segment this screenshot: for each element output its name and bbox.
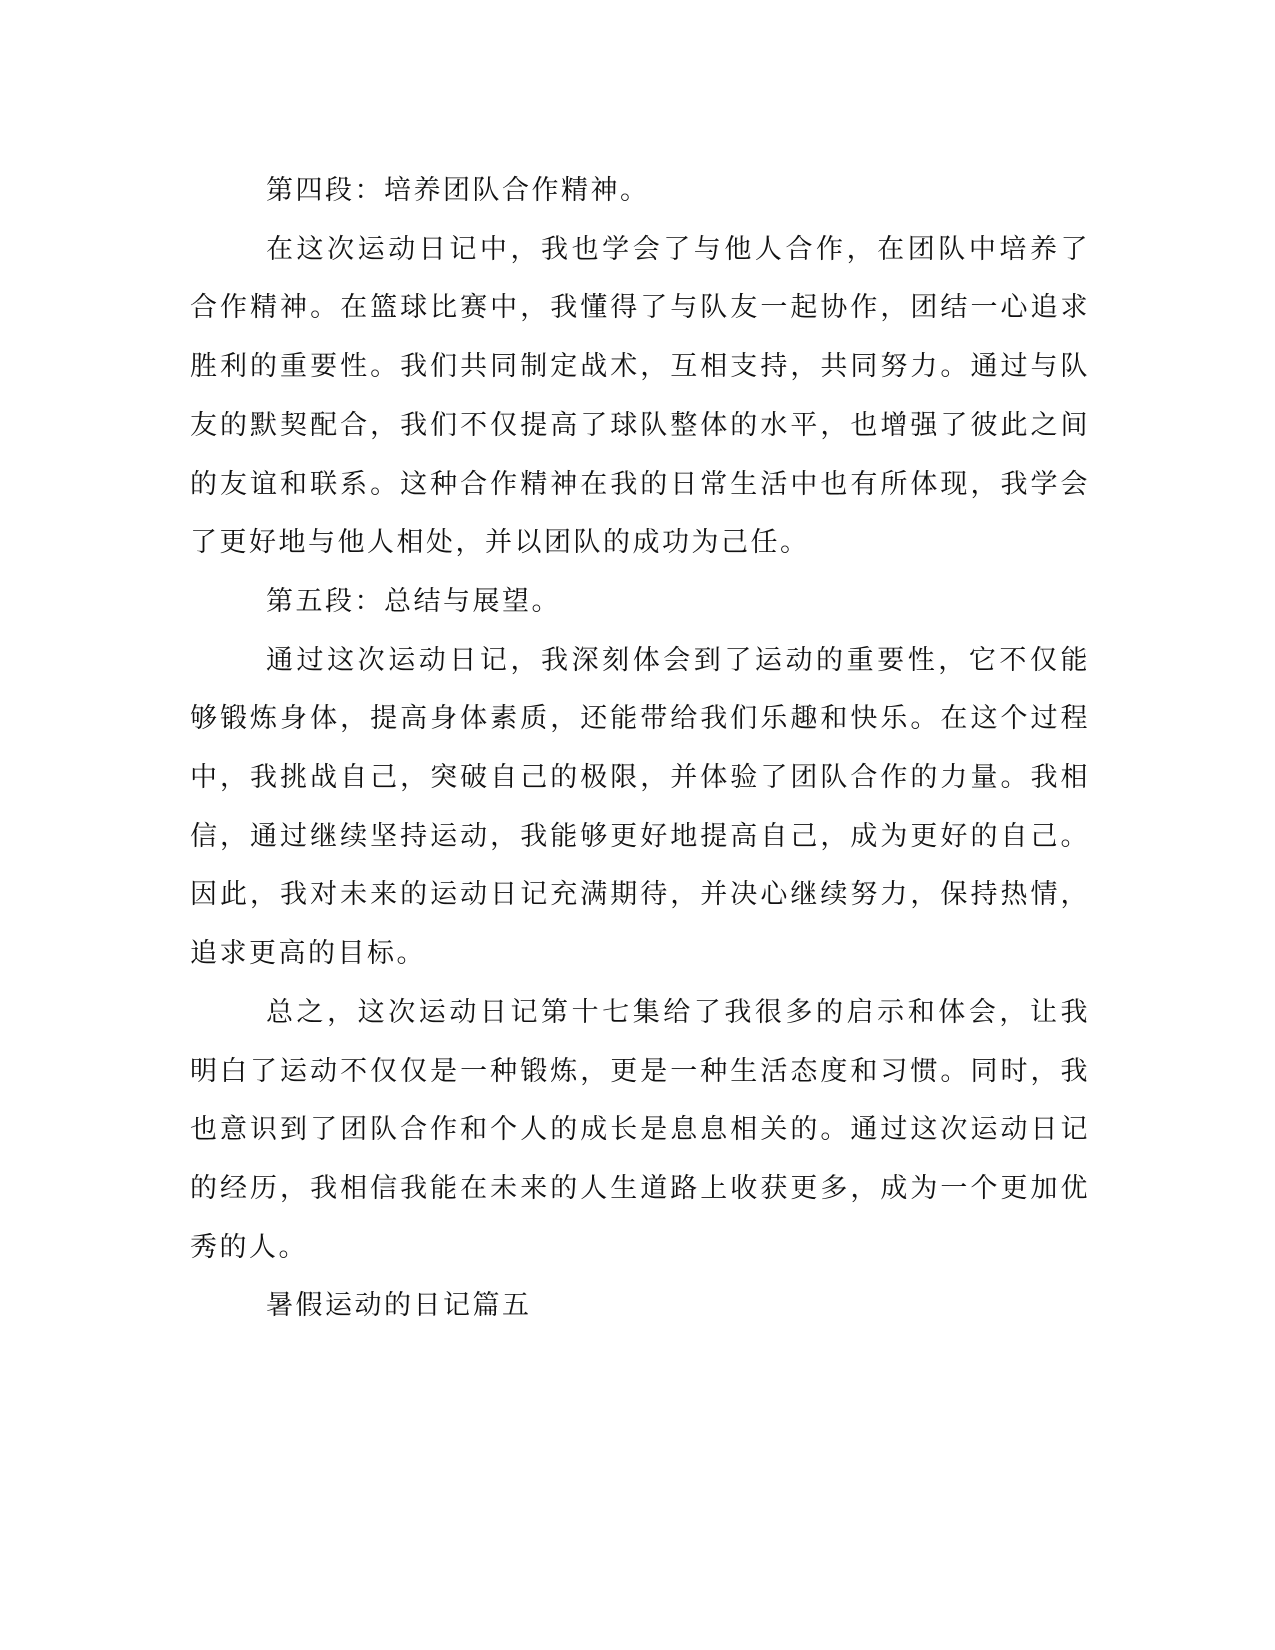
- next-entry-title: 暑假运动的日记篇五: [266, 1290, 532, 1322]
- paragraph-teamwork: 在这次运动日记中，我也学会了与他人合作，在团队中培养了合作精神。在篮球比赛中，我懂得了与队友一起协作，团结一心追求胜利的重要性。我们共同制定战术，互相支持，共同努力。通过与队友的默契配合，我们不仅提高了球队整体的水平，也增强了彼此之间的友谊和联系。这种合作精神在我的日常生活中也有所体现，我学会了更好地与他人相处，并以团队的成功为己任。: [190, 233, 1090, 559]
- section-heading-4: 第四段：培养团队合作精神。: [266, 175, 650, 206]
- paragraph-summary: 通过这次运动日记，我深刻体会到了运动的重要性，它不仅能够锻炼身体，提高身体素质，还能带给我们乐趣和快乐。在这个过程中，我挑战自己，突破自己的极限，并体验了团队合作的力量。我相信，通过继续坚持运动，我能够更好地提高自己，成为更好的自己。因此，我对未来的运动日记充满期待，并决心继续努力，保持热情，追求更高的目标。: [190, 644, 1090, 970]
- section-heading-5: 第五段：总结与展望。: [266, 585, 561, 617]
- paragraph-conclusion: 总之，这次运动日记第十七集给了我很多的启示和体会，让我明白了运动不仅仅是一种锻炼，更是一种生活态度和习惯。同时，我也意识到了团队合作和个人的成长是息息相关的。通过这次运动日记的经历，我相信我能在未来的人生道路上收获更多，成为一个更加优秀的人。: [190, 996, 1090, 1263]
- document-body: [190, 162, 1090, 1336]
